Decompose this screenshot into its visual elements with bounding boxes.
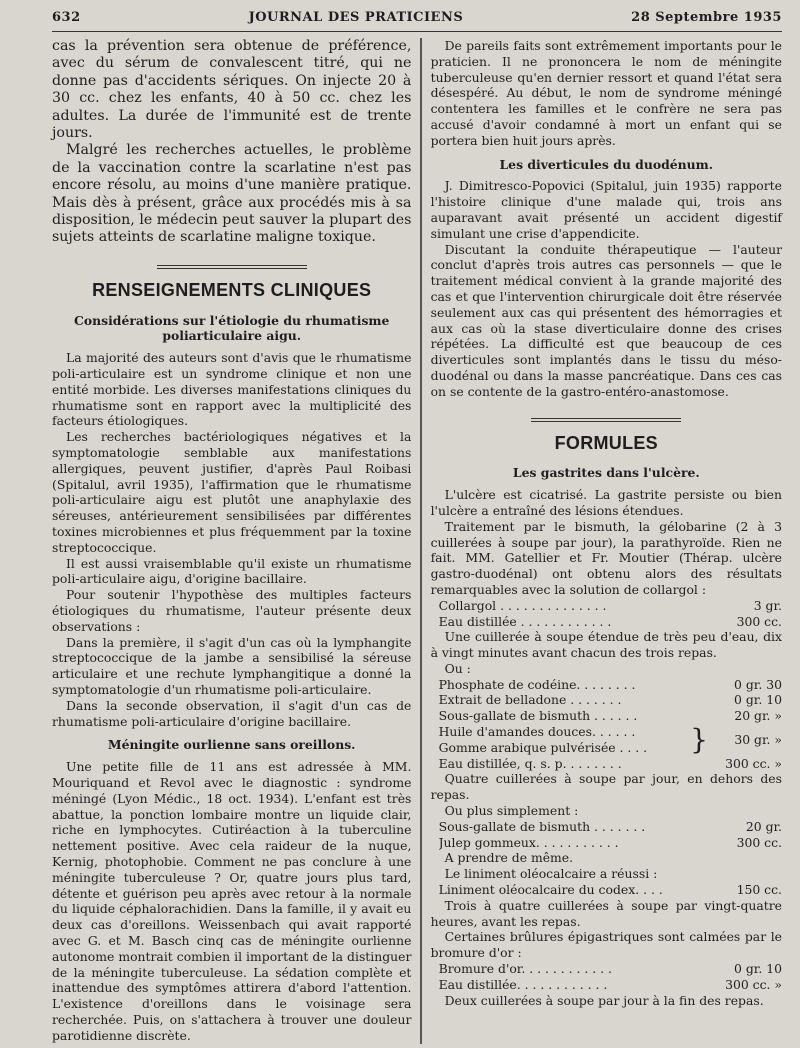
prescription-line: Collargol . . . . . . . . . . . . . . 3 gr. bbox=[438, 597, 782, 613]
article-title: Les gastrites dans l'ulcère. bbox=[512, 465, 700, 481]
two-columns bbox=[52, 38, 782, 1044]
prescription-line: Eau distillée, q. s. p. . . . . . . . 300 cc. » bbox=[438, 755, 782, 771]
right-column bbox=[431, 38, 782, 1044]
paragraph: Ou : bbox=[444, 660, 471, 676]
prescription-line: Gomme arabique pulvérisée . . . . bbox=[438, 739, 648, 755]
article-title: Considérations sur l'étiologie du rhumatisme poliarticulaire aigu. bbox=[73, 312, 390, 344]
prescription-line: Liniment oléocalcaire du codex. . . . 150 cc. bbox=[438, 882, 782, 898]
prescription-line: Sous-gallate de bismuth . . . . . . . 20 gr. bbox=[438, 818, 782, 834]
article-body bbox=[52, 313, 411, 1044]
section-title: FORMULES bbox=[554, 432, 658, 453]
paragraph: Une cuillerée à soupe étendue de très peu d'eau, dix à vingt minutes avant chacun des trois repas. bbox=[430, 629, 782, 661]
brace-glyph: } bbox=[690, 722, 708, 756]
section-divider bbox=[157, 265, 307, 269]
section-title: RENSEIGNEMENTS CLINIQUES bbox=[92, 279, 372, 300]
prescription-line: Eau distillée. . . . . . . . . . . . 300 cc. » bbox=[438, 976, 782, 992]
paragraph: Pour soutenir l'hypothèse des multiples facteurs étiologiques du rhumatisme, l'auteur présente deux observations : bbox=[52, 587, 412, 634]
prescription-line: Extrait de belladone . . . . . . . 0 gr. 10 bbox=[438, 692, 782, 708]
paragraph: Quatre cuillerées à soupe par jour, en dehors des repas. bbox=[430, 771, 782, 803]
paragraph: Discutant la conduite thérapeutique — l'auteur conclut d'après trois autres cas personnels — que le traitement médical convient à la grande majorité des cas et que l'intervention chirurgicale doit être réservée seulement aux cas qui présentent des hémorragies et aux cas où la stase diverticulaire donne des crises répétées. La difficulté est que beaucoup de ces diverticules sont implantés dans le tissu du méso-duodénal ou dans la masse pancréatique. Dans ces cas on se contente de la gastro-entéro-anastomose. bbox=[430, 241, 782, 399]
section-divider bbox=[531, 418, 681, 422]
paragraph: Dans la première, il s'agit d'un cas où la lymphangite streptococcique de la jambe a sensibilisé la séreuse articulaire et une rechute lymphangitique a donné la symptomatologie d'un rhumatisme poli-articulaire. bbox=[52, 634, 412, 697]
left-column bbox=[52, 38, 411, 1044]
prescription-line: Huile d'amandes douces. . . . . . bbox=[438, 724, 636, 740]
article-title: Méningite ourlienne sans oreillons. bbox=[107, 737, 356, 753]
paragraph: Malgré les recherches actuelles, le problème de la vaccination contre la scarlatine n'est pas encore résolu, au moins d'une manière pratique. Mais dès à présent, grâce aux procédés mis à sa disposition, le médecin peut sauver la plupart des sujets atteints de scarlatine maligne toxique. bbox=[52, 142, 412, 246]
paragraph: Certaines brûlures épigastriques sont calmées par le bromure d'or : bbox=[430, 929, 782, 961]
paragraph: Trois à quatre cuillerées à soupe par vingt-quatre heures, avant les repas. bbox=[430, 897, 782, 929]
paragraph: Traitement par le bismuth, la gélobarine (2 à 3 cuillerées à soupe par jour), la parathyroïde. Rien ne fait. MM. Gatellier et Fr. Moutier (Thérap. ulcère gastro-duodénal) ont obtenu alors des résultats remarquables avec la solution de collargol : bbox=[430, 518, 782, 597]
paragraph: J. Dimitresco-Popovici (Spitalul, juin 1935) rapporte l'histoire clinique d'une malade qui, trois ans auparavant avait présenté un accident digestif simulant une crise d'appendicite. bbox=[430, 178, 782, 241]
paragraph: Dans la seconde observation, il s'agit d'un cas de rhumatisme poli-articulaire d'origine bacillaire. bbox=[52, 697, 412, 729]
paragraph: Une petite fille de 11 ans est adressée à MM. Mouriquand et Revol avec le diagnostic : syndrome méningé (Lyon Médic., 18 oct. 1934). L'enfant est très abattue, la ponction lombaire montre un liquide clair, riche en lymphocytes. Cutiréaction à la tuberculine nettement positive. Avec cela raideur de la nuque, Kernig, photophobie. Comment ne pas conclure à une méningite tuberculeuse ? Or, quatre jours plus tard, détente et guérison peu après avec retour à la normale du liquide céphalorachidien. Dans la famille, il y avait eu deux cas d'oreillons. Weissenbach qui avait rapporté avec G. et M. Basch cinq cas de méningite ourlienne autonome montrait combien il important de la distinguer de la méningite tuberculeuse. La sédation complète et inattendue des symptômes attirera d'abord l'attention. L'existence d'oreillons dans le voisinage sera recherchée. Puis, on s'attachera à trouver une douleur parotidienne discrète. bbox=[52, 759, 412, 1043]
paragraph: Il est aussi vraisemblable qu'il existe un rhumatisme poli-articulaire aigu, d'origine bacillaire. bbox=[52, 555, 412, 587]
prescription-line: Bromure d'or. . . . . . . . . . . . 0 gr. 10 bbox=[438, 961, 782, 977]
article-title: Les diverticules du duodénum. bbox=[499, 156, 714, 172]
prescription-line: Julep gommeux. . . . . . . . . . . 300 cc. bbox=[438, 834, 782, 850]
prescription-line: Eau distillée . . . . . . . . . . . . 300 cc. bbox=[438, 613, 782, 629]
prescription-line: Phosphate de codéine. . . . . . . . 0 gr. 30 bbox=[438, 676, 782, 692]
prescription-dose: 30 gr. » bbox=[734, 731, 782, 747]
paragraph: La majorité des auteurs sont d'avis que le rhumatisme poli-articulaire est un syndrome clinique et non une entité morbide. Les diverses manifestations cliniques du rhumatisme sont en rapport avec la multiplicité des facteurs étiologiques. bbox=[52, 350, 412, 429]
paragraph: cas la prévention sera obtenue de préférence, avec du sérum de convalescent titré, qui ne donne pas d'accidents sériques. On injecte 20 à 30 cc. chez les enfants, 40 à 50 cc. chez les adultes. La durée de l'immunité est de trente jours. bbox=[52, 38, 412, 142]
column-rule bbox=[420, 38, 421, 1044]
paragraph: A prendre de même. bbox=[444, 850, 574, 866]
page-number: 632 bbox=[52, 10, 81, 25]
paragraph: De pareils faits sont extrêmement importants pour le praticien. Il ne prononcera le nom de méningite tuberculeuse qu'en dernier ressort et quand l'état sera désespéré. Au début, le nom de syndrome méningé contentera les familles et le confrère ne sera pas accusé d'avoir condamné à mort un enfant qui se portera bien huit jours après. bbox=[430, 38, 782, 148]
prescription-line: Sous-gallate de bismuth . . . . . . 20 gr. » bbox=[438, 708, 782, 724]
paragraph: Le liniment oléocalcaire a réussi : bbox=[444, 866, 658, 882]
paragraph: Ou plus simplement : bbox=[444, 803, 579, 819]
paragraph: L'ulcère est cicatrisé. La gastrite persiste ou bien l'ulcère a entraîné des lésions étendues. bbox=[430, 487, 782, 518]
prescription-brace-group bbox=[431, 724, 782, 756]
issue-date: 28 Septembre 1935 bbox=[631, 10, 782, 25]
paragraph: Les recherches bactériologiques négatives et la symptomatologie semblable aux manifestations allergiques, peuvent justifier, d'après Paul Roibasi (Spitalul, avril 1935), l'affirmation que le rhumatisme poli-articulaire aigu est plutôt une anaphylaxie des séreuses, antérieurement sensibilisées par différentes toxines microbiennes et plus fréquemment par la toxine streptococcique. bbox=[52, 429, 412, 555]
running-head bbox=[52, 10, 782, 32]
journal-title: JOURNAL DES PRATICIENS bbox=[248, 10, 464, 25]
paragraph: Deux cuillerées à soupe par jour à la fin des repas. bbox=[444, 992, 764, 1008]
